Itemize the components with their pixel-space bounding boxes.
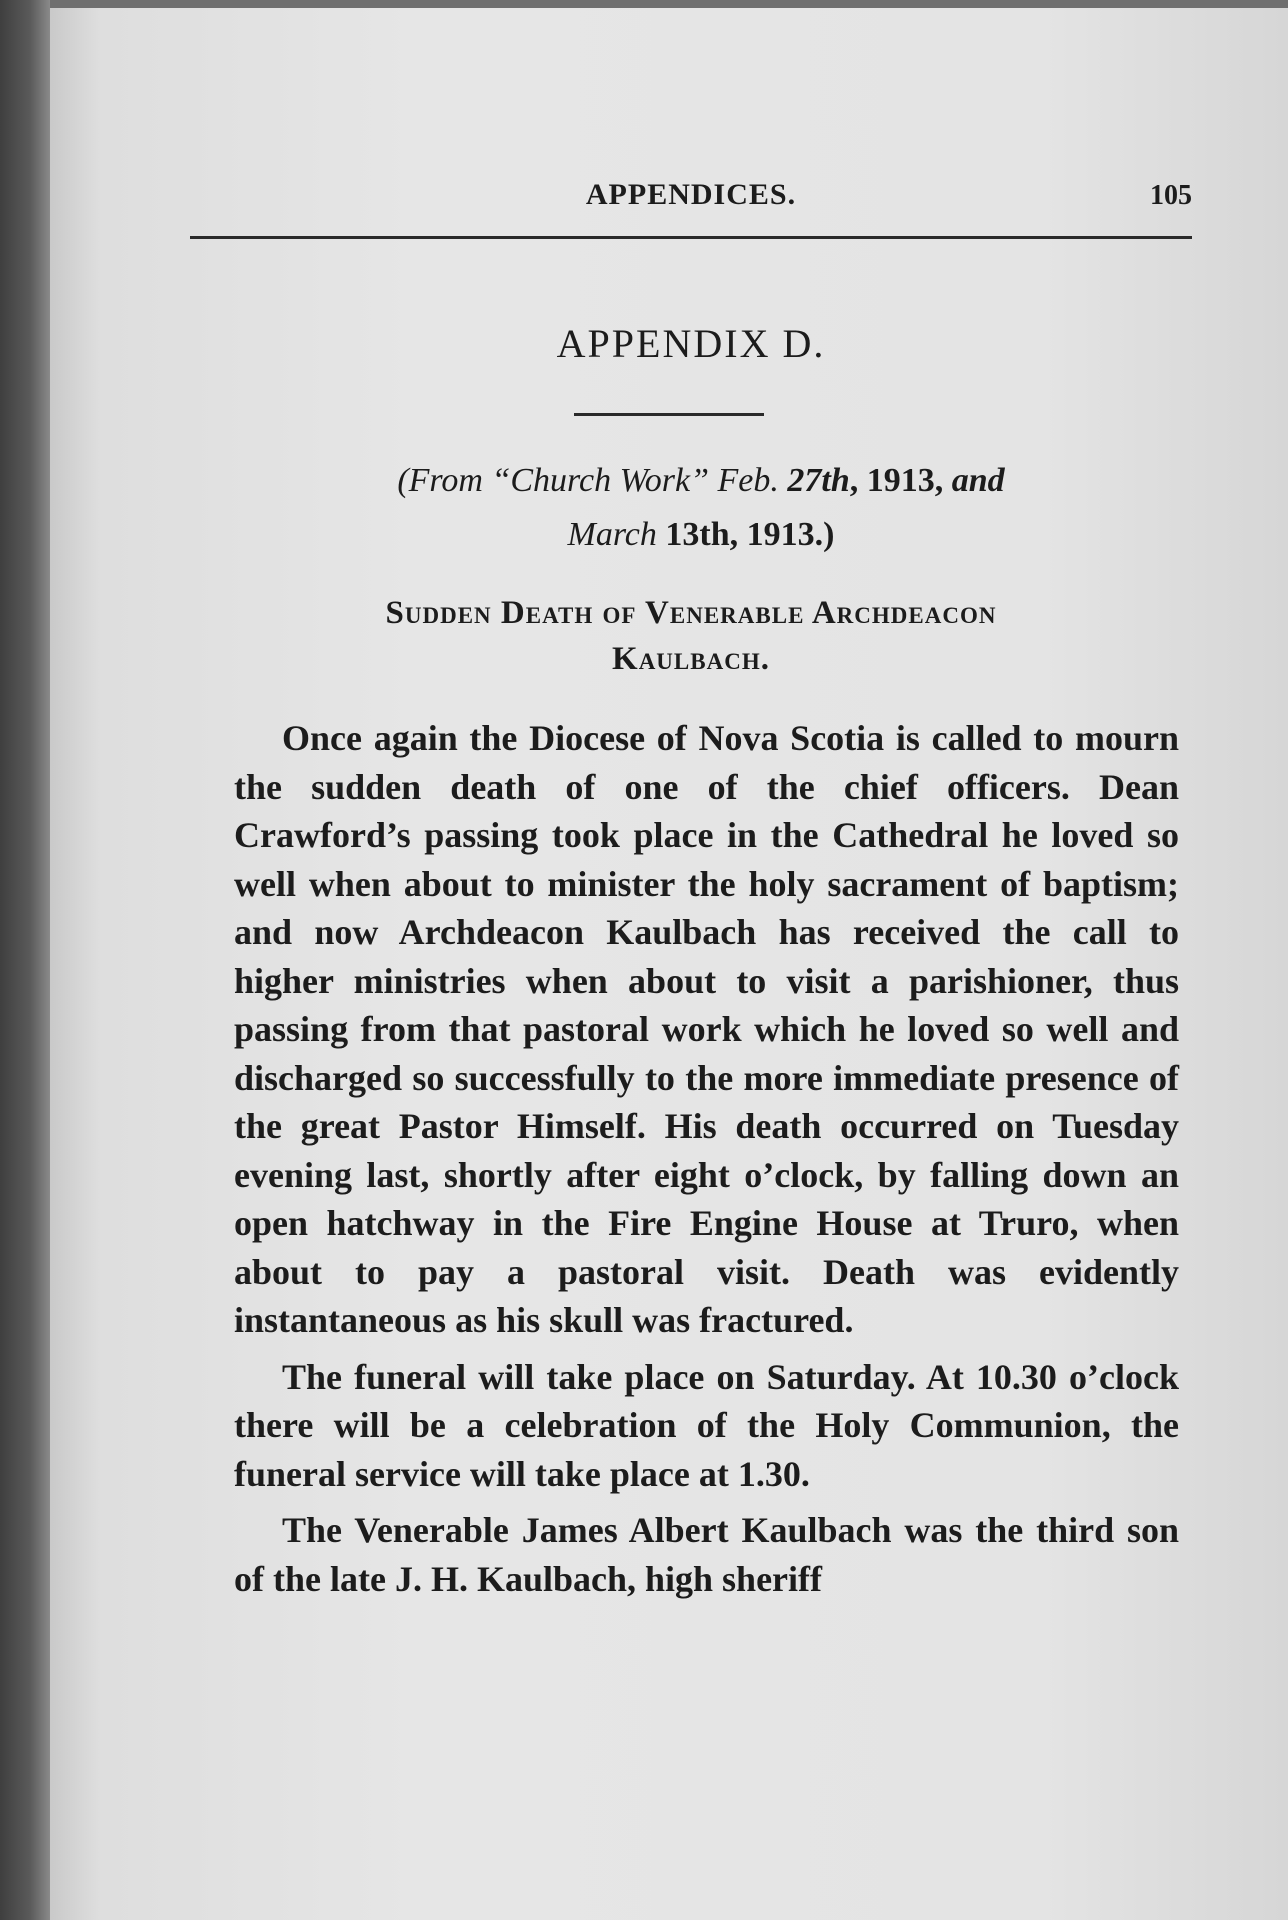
paragraph-1: Once again the Diocese of Nova Scotia is called to mourn the sudden death of one of the chief officers. Dean Crawford’s passing took place in the Cathedral he loved so well when about to minister the holy sacrament of baptism; and now Archdeacon Kaulbach has received the call to higher ministries when about to visit a parishioner, thus passing from that pastoral work which he loved so well and discharged so successfully to the more immediate presence of the great Pastor Himself. His death occurred on Tuesday evening last, shortly after eight o’clock, by falling down an open hatchway in the Fire Engine House at Truro, when about to pay a pastoral visit. Death was evidently instantaneous as his skull was fractured. [234, 718, 1179, 1340]
book-spine [0, 0, 50, 1920]
running-title: APPENDICES. [585, 178, 797, 211]
book-page [50, 8, 1288, 1920]
source-date2-day: 13th [665, 516, 730, 553]
source-month2: March [567, 516, 666, 553]
page-header [190, 178, 1192, 218]
source-prefix: (From “Church Work” Feb. [397, 462, 788, 499]
source-date2-year: , 1913.) [729, 516, 835, 553]
heading-line-1: Sudden Death of Venerable Archdeacon [385, 595, 997, 631]
source-date1-day: 27th [787, 462, 850, 499]
paragraph-2: The funeral will take place on Saturday. At 10.30 o’clock there will be a celebration of the Holy Communion, the funeral service will take place at 1.30. [234, 1356, 1179, 1494]
page-number: 105 [1150, 180, 1192, 211]
source-date1-year: , 1913, [849, 462, 952, 499]
header-rule [190, 236, 1192, 239]
paragraph-3: The Venerable James Albert Kaulbach was the third son of the late J. H. Kaulbach, high sheriff [234, 1510, 1179, 1599]
article-heading [190, 590, 1192, 682]
source-citation [260, 454, 1142, 562]
article-body [234, 714, 1179, 1611]
source-and: and [951, 462, 1005, 499]
title-rule [574, 413, 764, 416]
appendix-title: APPENDIX D. [556, 321, 826, 366]
heading-line-2: Kaulbach. [612, 641, 770, 677]
